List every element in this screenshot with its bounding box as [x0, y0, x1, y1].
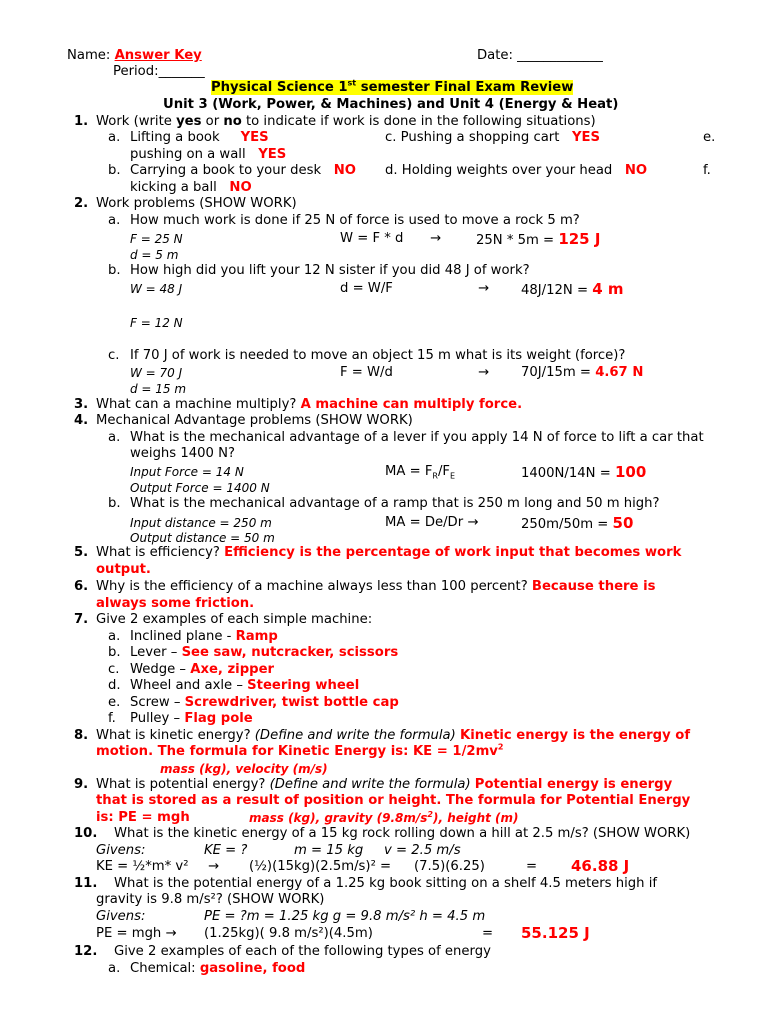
- date-line: [477, 48, 603, 64]
- q10-step1: (½)(15kg)(2.5m/s)² =: [249, 859, 392, 874]
- q2b-given-force: F = 12 N: [130, 316, 183, 330]
- q4a-given-output: Output Force = 1400 N: [130, 481, 270, 495]
- q1f-letter: f.: [703, 163, 711, 178]
- arrow-icon: →: [430, 231, 442, 246]
- q10-formula: KE = ½*m* v²: [96, 859, 189, 874]
- q4a-text: What is the mechanical advantage of a lever if you apply 14 N of force to lift a car that: [130, 430, 704, 445]
- period-line: Period:_______: [113, 64, 205, 79]
- q4a-calc: 1400N/14N = 100: [521, 463, 647, 481]
- q11-step1: (1.25kg)( 9.8 m/s²)(4.5m): [204, 926, 373, 941]
- q10-given-velocity: v = 2.5 m/s: [384, 843, 461, 858]
- q2c-text: If 70 J of work is needed to move an object 15 m what is its weight (force)?: [130, 348, 626, 363]
- q4a-given-input: Input Force = 14 N: [130, 465, 244, 479]
- q2a-given-distance: d = 5 m: [130, 248, 179, 262]
- list-item: f. Pulley – Flag pole: [108, 711, 253, 726]
- q4b-given-input: Input distance = 250 m: [130, 516, 272, 530]
- q4a-text-cont: weighs 1400 N?: [130, 446, 235, 461]
- q5: What is efficiency? Efficiency is the percentage of work input that becomes work: [96, 545, 682, 560]
- q11-givens: PE = ?m = 1.25 kg g = 9.8 m/s² h = 4.5 m: [204, 909, 486, 924]
- q1a-letter: a.: [108, 130, 121, 145]
- q2a-letter: a.: [108, 213, 121, 228]
- q2c-calc: 70J/15m = 4.67 N: [521, 365, 644, 380]
- q5-answer-cont: output.: [96, 562, 151, 577]
- q10-given-mass: m = 15 kg: [294, 843, 364, 858]
- q2b-letter: b.: [108, 263, 121, 278]
- q1e-letter: e.: [703, 130, 716, 145]
- q9-answer-cont: that is stored as a result of position or height. The formula for Potential Energy: [96, 793, 691, 808]
- q2b-calc: 48J/12N = 4 m: [521, 280, 624, 298]
- list-item: d. Wheel and axle – Steering wheel: [108, 678, 360, 693]
- q9-units: mass (kg), gravity $(9.8m/s^2)$, height (m): [249, 810, 519, 825]
- q12a: a. Chemical: gasoline, food: [108, 961, 306, 976]
- q1b: Carrying a book to your desk NO: [130, 163, 356, 178]
- q4a-letter: a.: [108, 430, 121, 445]
- q11-answer: 55.125 J: [521, 924, 590, 942]
- arrow-icon: →: [478, 281, 490, 296]
- q4b-text: What is the mechanical advantage of a ramp that is 250 m long and 50 m high?: [130, 496, 660, 511]
- q10-step2: (7.5)(6.25): [414, 859, 485, 874]
- q12-number: 12.: [74, 944, 98, 959]
- q1-number: 1.: [74, 114, 89, 129]
- q11-equals: =: [482, 926, 494, 941]
- q4a-formula: MA = $F_R/F_E$: [385, 464, 456, 481]
- q11-text: What is the potential energy of a 1.25 kg book sitting on a shelf 4.5 meters high if: [114, 876, 657, 891]
- q4-number: 4.: [74, 413, 89, 428]
- arrow-icon: →: [478, 365, 490, 380]
- q4b-letter: b.: [108, 496, 121, 511]
- q3: What can a machine multiply? A machine can multiply force.: [96, 397, 523, 412]
- q11-formula: PE = mgh →: [96, 926, 177, 941]
- q8-answer-cont: motion. The formula for Kinetic Energy is: KE = $1/2mv^2$: [96, 742, 504, 759]
- q10-givens-label: Givens:: [96, 843, 146, 858]
- name-label: Name:: [67, 48, 111, 63]
- date-label: Date:: [477, 48, 513, 63]
- name-line: [67, 48, 425, 64]
- name-value: Answer Key: [114, 48, 202, 63]
- q1d: d. Holding weights over your head NO: [385, 163, 648, 178]
- q8-units: mass (kg), velocity (m/s): [160, 762, 328, 776]
- q1f: kicking a ball NO: [130, 180, 252, 195]
- q2c-given-work: W = 70 J: [130, 366, 183, 380]
- q11-number: 11.: [74, 876, 98, 891]
- q4-text: Mechanical Advantage problems (SHOW WORK): [96, 413, 413, 428]
- q1-text: Work (write yes or no to indicate if work is done in the following situations): [96, 114, 596, 129]
- q2c-formula: F = W/d: [340, 365, 393, 380]
- q2a-formula: W = F * d: [340, 231, 404, 246]
- q2b-given-work: W = 48 J: [130, 282, 183, 296]
- arrow-icon: →: [208, 859, 220, 874]
- q2a-text: How much work is done if 25 N of force is used to move a rock 5 m?: [130, 213, 580, 228]
- q1b-letter: b.: [108, 163, 121, 178]
- q11-givens-label: Givens:: [96, 909, 146, 924]
- q8-number: 8.: [74, 728, 89, 743]
- q7-number: 7.: [74, 612, 89, 627]
- q10-number: 10.: [74, 826, 98, 841]
- q1e: pushing on a wall YES: [130, 147, 287, 162]
- date-blank: _____________: [517, 48, 603, 63]
- q2c-letter: c.: [108, 348, 120, 363]
- list-item: c. Wedge – Axe, zipper: [108, 662, 275, 677]
- q6-number: 6.: [74, 579, 89, 594]
- q4b-formula: MA = De/Dr →: [385, 515, 479, 530]
- q10-text: What is the kinetic energy of a 15 kg rock rolling down a hill at 2.5 m/s? (SHOW WORK): [114, 826, 691, 841]
- q2b-formula: d = W/F: [340, 281, 393, 296]
- q4b-calc: 250m/50m = 50: [521, 514, 634, 532]
- q10-answer: 46.88 J: [571, 857, 630, 875]
- q9-formula: is: PE = mgh: [96, 810, 190, 825]
- q6: Why is the efficiency of a machine always less than 100 percent? Because there is: [96, 579, 656, 594]
- page-title: Physical Science 1st semester Final Exam Review: [211, 78, 574, 95]
- q4b-given-output: Output distance = 50 m: [130, 531, 275, 545]
- list-item: b. Lever – See saw, nutcracker, scissors: [108, 645, 399, 660]
- q12-text: Give 2 examples of each of the following types of energy: [114, 944, 491, 959]
- list-item: a. Inclined plane - Ramp: [108, 629, 278, 644]
- q2c-given-distance: d = 15 m: [130, 382, 187, 396]
- list-item: e. Screw – Screwdriver, twist bottle cap: [108, 695, 399, 710]
- q1c: c. Pushing a shopping cart YES: [385, 130, 601, 145]
- q2-text: Work problems (SHOW WORK): [96, 196, 297, 211]
- q7-text: Give 2 examples of each simple machine:: [96, 612, 373, 627]
- page-subtitle: Unit 3 (Work, Power, & Machines) and Unit 4 (Energy & Heat): [163, 97, 619, 112]
- q3-number: 3.: [74, 397, 89, 412]
- q11-text-cont: gravity is 9.8 m/s²? (SHOW WORK): [96, 892, 325, 907]
- q2-number: 2.: [74, 196, 89, 211]
- q5-number: 5.: [74, 545, 89, 560]
- q6-answer-cont: always some friction.: [96, 596, 255, 611]
- q9-number: 9.: [74, 777, 89, 792]
- q2a-calc: 25N * 5m = 125 J: [476, 230, 601, 248]
- q10-equals: =: [526, 859, 538, 874]
- q2b-text: How high did you lift your 12 N sister if you did 48 J of work?: [130, 263, 530, 278]
- q1a: Lifting a book YES: [130, 130, 269, 145]
- q8: What is kinetic energy? (Define and write the formula) Kinetic energy is the energy of: [96, 728, 691, 743]
- q9: What is potential energy? (Define and write the formula) Potential energy is energy: [96, 777, 673, 792]
- q10-given-ke: KE = ?: [204, 843, 248, 858]
- q2a-given-force: F = 25 N: [130, 232, 183, 246]
